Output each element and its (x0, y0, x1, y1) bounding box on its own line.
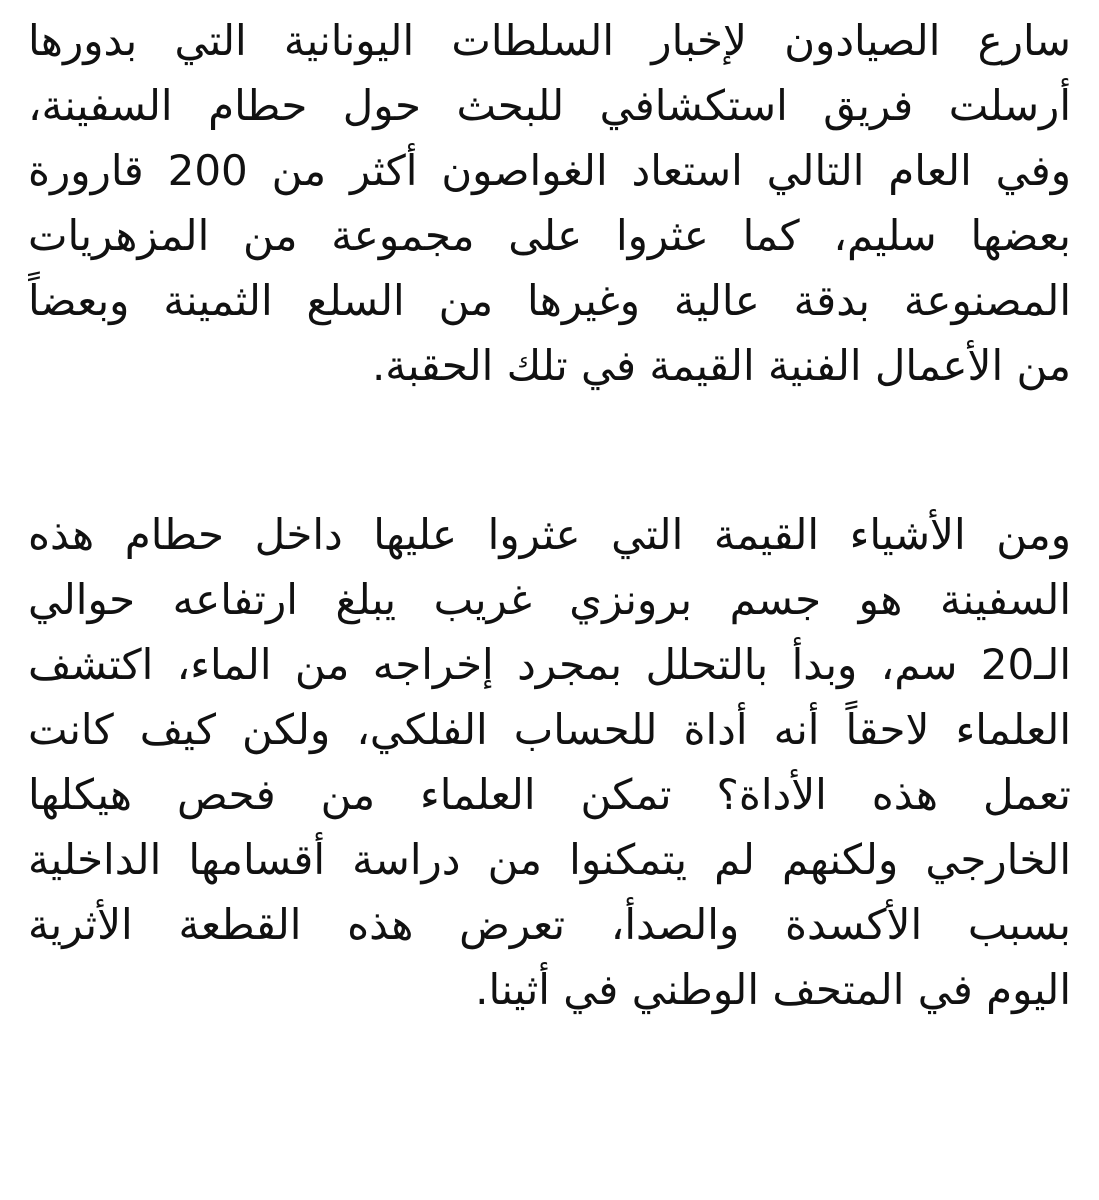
text-line: أرسلت فريق استكشافي للبحث حول حطام السفينة، (28, 81, 1071, 130)
text-line: السفينة هو جسم برونزي غريب يبلغ ارتفاعه حوالي (28, 575, 1071, 624)
text-line: الـ20 سم، وبدأ بالتحلل بمجرد إخراجه من الماء، اكتشف (28, 640, 1071, 689)
text-line: سارع الصيادون لإخبار السلطات اليونانية التي بدورها (28, 16, 1071, 65)
text-line: اليوم في المتحف الوطني في أثينا. (475, 965, 1071, 1014)
text-line: العلماء لاحقاً أنه أداة للحساب الفلكي، ولكن كيف كانت (28, 705, 1071, 754)
text-line: من الأعمال الفنية القيمة في تلك الحقبة. (371, 341, 1071, 390)
text-line: بسبب الأكسدة والصدأ، تعرض هذه القطعة الأثرية (28, 900, 1071, 949)
article-paragraph-1 (28, 8, 1071, 398)
text-line: بعضها سليم، كما عثروا على مجموعة من المزهريات (28, 211, 1071, 260)
text-line: تعمل هذه الأداة؟ تمكن العلماء من فحص هيكلها (28, 770, 1071, 819)
article-paragraph-2 (28, 502, 1071, 1022)
text-line: وفي العام التالي استعاد الغواصون أكثر من 200 قارورة (28, 146, 1071, 195)
text-line: ومن الأشياء القيمة التي عثروا عليها داخل حطام هذه (28, 510, 1071, 559)
text-line: الخارجي ولكنهم لم يتمكنوا من دراسة أقسامها الداخلية (28, 835, 1071, 884)
text-line: المصنوعة بدقة عالية وغيرها من السلع الثمينة وبعضاً (28, 276, 1071, 325)
